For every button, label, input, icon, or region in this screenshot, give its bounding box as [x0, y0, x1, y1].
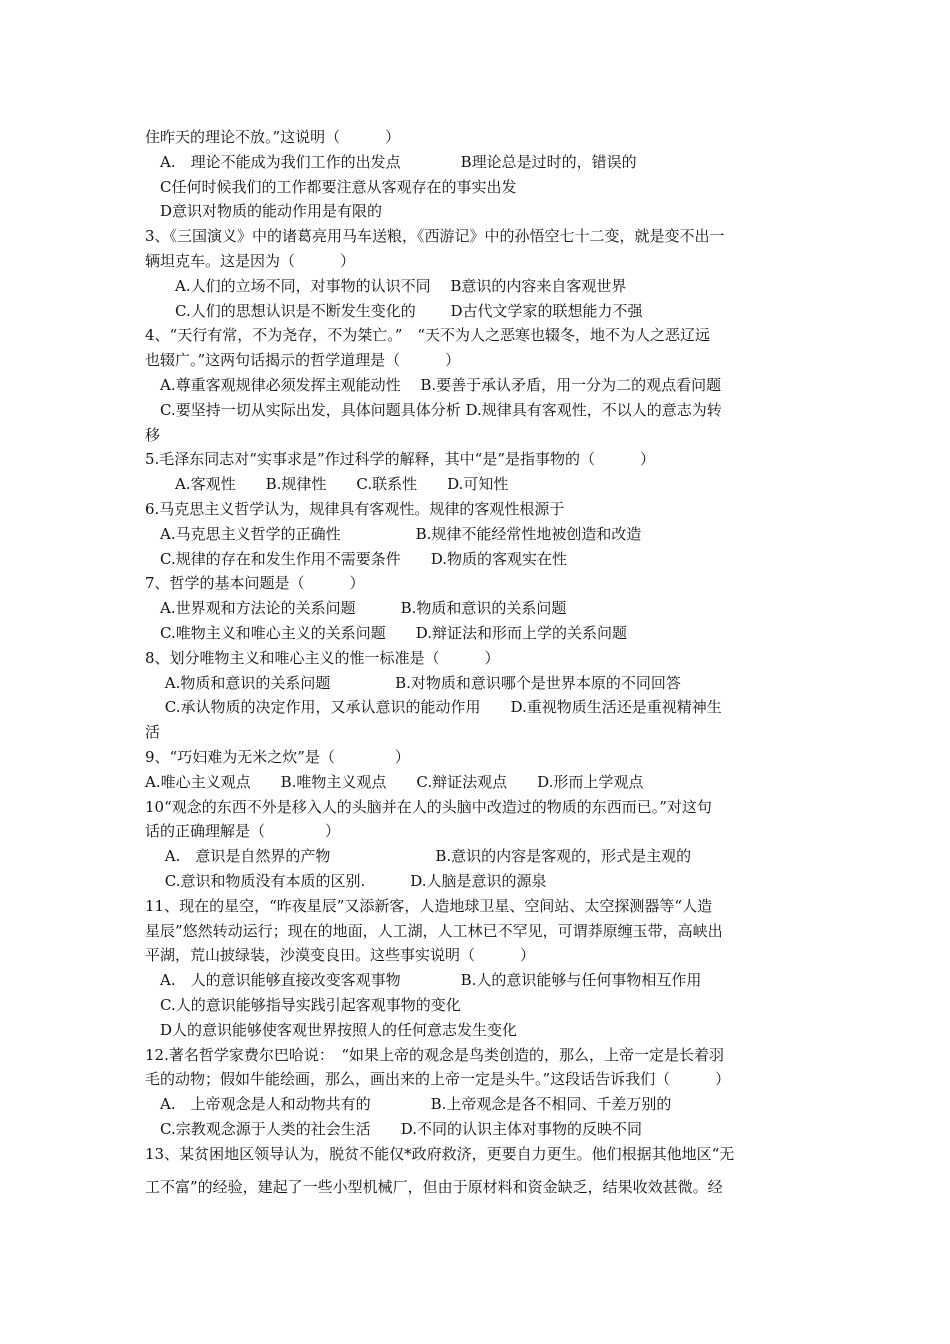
text-line: A.客观性 B.规律性 C.联系性 D.可知性 — [145, 475, 509, 494]
text-line: 住昨天的理论不放。”这说明（ ） — [145, 128, 401, 146]
text-line: 6.马克思主义哲学认为，规律具有客观性。规律的客观性根源于 — [145, 500, 565, 518]
text-line: 辆坦克车。这是因为（ ） — [145, 252, 356, 270]
text-line: C任何时候我们的工作都要注意从客观存在的事实出发 — [145, 177, 517, 196]
text-line: A. 理论不能成为我们工作的出发点 B理论总是过时的，错误的 — [145, 152, 637, 171]
text-line: 平湖，荒山披绿装，沙漠变良田。这些事实说明（ ） — [145, 946, 536, 965]
text-line: 11、现在的星空，“昨夜星辰”又添新客，人造地球卫星、空间站、太空探测器等“人造 — [145, 896, 713, 915]
text-line: C.唯物主义和唯心主义的关系问题 D.辩证法和形而上学的关系问题 — [145, 624, 627, 642]
text-line: 7、哲学的基本问题是（ ） — [145, 574, 365, 593]
text-line: 也辍广。”这两句话揭示的哲学道理是（ ） — [145, 351, 461, 370]
text-line: A.物质和意识的关系问题 B.对物质和意识哪个是世界本原的不同回答 — [145, 673, 681, 692]
text-line: 12.著名哲学家费尔巴哈说： “如果上帝的观念是鸟类创造的，那么，上帝一定是长着羽 — [145, 1045, 725, 1064]
text-line: A.尊重客观规律必须发挥主观能动性 B.要善于承认矛盾，用一分为二的观点看问题 — [145, 376, 722, 394]
text-line: 工不富”的经验，建起了一些小型机械厂，但由于原材料和资金缺乏，结果收效甚微。经 — [145, 1177, 723, 1196]
text-line: 4、“天行有常，不为尧存，不为桀亡。” “天不为人之恶寒也辍冬，地不为人之恶辽远 — [145, 326, 711, 345]
text-line: 3、《三国演义》中的诸葛亮用马车送粮，《西游记》中的孙悟空七十二变，就是变不出一 — [145, 227, 725, 246]
text-line: 8、划分唯物主义和唯心主义的惟一标准是（ ） — [145, 648, 500, 667]
text-line: C.要坚持一切从实际出发，具体问题具体分析 D.规律具有客观性，不以人的意志为转 — [145, 400, 722, 419]
text-line: C.承认物质的决定作用，又承认意识的能动作用 D.重视物质生活还是重视精神生 — [145, 698, 722, 717]
text-line: 10“观念的东西不外是移入人的头脑并在人的头脑中改造过的物质的东西而已。”对这句 — [145, 797, 712, 816]
text-line: 9、“巧妇难为无米之炊”是（ ） — [145, 748, 410, 766]
text-line: D意识对物质的能动作用是有限的 — [145, 202, 383, 221]
text-line: 13、某贫困地区领导认为，脱贫不能仅*政府救济，更要自力更生。他们根据其他地区“无 — [145, 1144, 735, 1163]
text-line: C.人的意识能够指导实践引起客观事物的变化 — [145, 996, 461, 1014]
text-line: A. 意识是自然界的产物 B.意识的内容是客观的，形式是主观的 — [145, 847, 692, 866]
text-line: C.意识和物质没有本质的区别. D.人脑是意识的源泉 — [145, 872, 547, 890]
text-line: C.人们的思想认识是不断发生变化的 D古代文学家的联想能力不强 — [145, 301, 643, 320]
text-line: 移 — [145, 425, 161, 444]
text-line: A.马克思主义哲学的正确性 B.规律不能经常性地被创造和改造 — [145, 524, 642, 543]
text-line: 话的正确理解是（ ） — [145, 822, 341, 841]
text-line: 星辰”悠然转动运行；现在的地面，人工湖，人工林已不罕见，可谓莽原缠玉带，高峡出 — [145, 921, 723, 940]
text-line: A.唯心主义观点 B.唯物主义观点 C.辩证法观点 D.形而上学观点 — [145, 772, 644, 791]
text-line: C.规律的存在和发生作用不需要条件 D.物质的客观实在性 — [145, 549, 567, 568]
text-line: A.人们的立场不同，对事物的认识不同 B意识的内容来自客观世界 — [145, 276, 627, 295]
text-line: D人的意识能够使客观世界按照人的任何意志发生变化 — [145, 1020, 518, 1039]
text-line: C.宗教观念源于人类的社会生活 D.不同的认识主体对事物的反映不同 — [145, 1120, 642, 1138]
text-line: 活 — [145, 723, 161, 742]
text-line: A. 人的意识能够直接改变客观事物 B.人的意识能够与任何事物相互作用 — [145, 971, 702, 990]
text-line: 毛的动物；假如牛能绘画，那么，画出来的上帝一定是头牛。”这段话告诉我们（ ） — [145, 1070, 731, 1089]
text-line: 5.毛泽东同志对“实事求是”作过科学的解释，其中“是”是指事物的（ ） — [145, 450, 655, 469]
text-line: A. 上帝观念是人和动物共有的 B.上帝观念是各不相同、千差万别的 — [145, 1095, 672, 1114]
text-line: A.世界观和方法论的关系问题 B.物质和意识的关系问题 — [145, 599, 567, 618]
